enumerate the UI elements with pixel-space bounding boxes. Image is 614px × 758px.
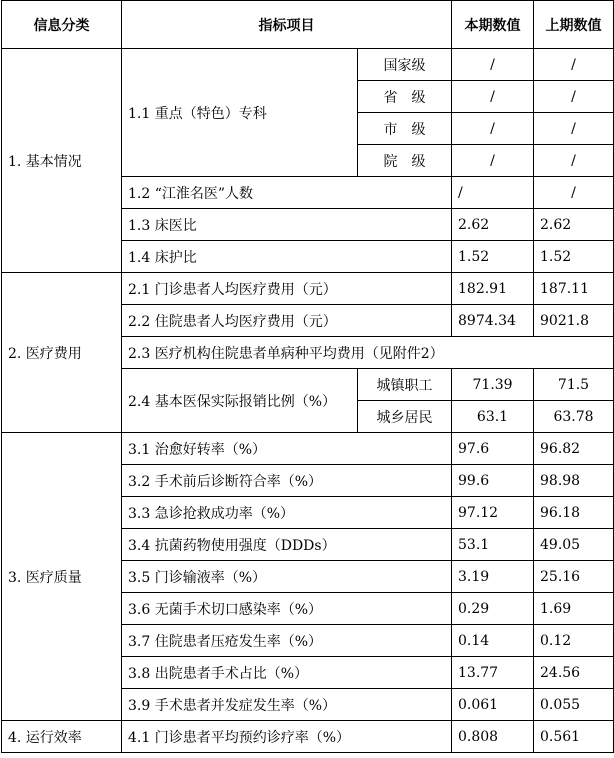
- row-label: 2.2 住院患者人均医疗费用（元）: [122, 305, 452, 337]
- row-label: 4.1 门诊患者平均预约诊疗率（%）: [122, 721, 452, 753]
- previous-value: 1.52: [534, 241, 614, 273]
- table-row: [2, 273, 614, 305]
- current-value: 13.77: [452, 657, 534, 689]
- row-label: 3.6 无菌手术切口感染率（%）: [122, 593, 452, 625]
- previous-value: /: [534, 113, 614, 145]
- previous-value: /: [534, 177, 614, 209]
- level-label: 国家级: [358, 49, 452, 81]
- previous-value: 0.12: [534, 625, 614, 657]
- previous-value: 49.05: [534, 529, 614, 561]
- previous-value: 2.62: [534, 209, 614, 241]
- previous-value: 1.69: [534, 593, 614, 625]
- current-value: /: [452, 49, 534, 81]
- row-label: 2.3 医疗机构住院患者单病种平均费用（见附件2）: [122, 337, 614, 369]
- previous-value: 71.5: [534, 369, 614, 401]
- current-value: 97.12: [452, 497, 534, 529]
- sub-label: 城镇职工: [358, 369, 452, 401]
- row-label: 2.1 门诊患者人均医疗费用（元）: [122, 273, 452, 305]
- current-value: 0.29: [452, 593, 534, 625]
- row-label: 2.4 基本医保实际报销比例（%）: [122, 369, 358, 433]
- current-value: 0.061: [452, 689, 534, 721]
- current-value: 182.91: [452, 273, 534, 305]
- header-item: 指标项目: [122, 1, 452, 49]
- previous-value: 63.78: [534, 401, 614, 433]
- row-label: 3.7 住院患者压疮发生率（%）: [122, 625, 452, 657]
- previous-value: 9021.8: [534, 305, 614, 337]
- header-previous: 上期数值: [534, 1, 614, 49]
- level-label: 院 级: [358, 145, 452, 177]
- sub-label: 城乡居民: [358, 401, 452, 433]
- header-row: [2, 1, 614, 49]
- table-row: [2, 721, 614, 753]
- current-value: 63.1: [452, 401, 534, 433]
- indicator-table: [1, 0, 614, 753]
- table-row: [2, 433, 614, 465]
- header-current: 本期数值: [452, 1, 534, 49]
- level-label: 市 级: [358, 113, 452, 145]
- current-value: 2.62: [452, 209, 534, 241]
- current-value: 71.39: [452, 369, 534, 401]
- category-basic: 1. 基本情况: [2, 49, 122, 273]
- category-cost: 2. 医疗费用: [2, 273, 122, 433]
- current-value: 99.6: [452, 465, 534, 497]
- previous-value: 98.98: [534, 465, 614, 497]
- header-category: 信息分类: [2, 1, 122, 49]
- row-label: 3.1 治愈好转率（%）: [122, 433, 452, 465]
- current-value: /: [452, 177, 534, 209]
- table-row: [2, 49, 614, 81]
- level-label: 省 级: [358, 81, 452, 113]
- row-label: 3.3 急诊抢救成功率（%）: [122, 497, 452, 529]
- current-value: /: [452, 145, 534, 177]
- previous-value: /: [534, 81, 614, 113]
- row-label: 3.8 出院患者手术占比（%）: [122, 657, 452, 689]
- current-value: 1.52: [452, 241, 534, 273]
- previous-value: 96.82: [534, 433, 614, 465]
- previous-value: 96.18: [534, 497, 614, 529]
- current-value: 3.19: [452, 561, 534, 593]
- current-value: 97.6: [452, 433, 534, 465]
- category-quality: 3. 医疗质量: [2, 433, 122, 721]
- row-label: 1.1 重点（特色）专科: [122, 49, 358, 177]
- row-label: 3.5 门诊输液率（%）: [122, 561, 452, 593]
- previous-value: 25.16: [534, 561, 614, 593]
- row-label: 1.3 床医比: [122, 209, 452, 241]
- row-label: 1.2 “江淮名医”人数: [122, 177, 452, 209]
- previous-value: 0.055: [534, 689, 614, 721]
- current-value: 0.808: [452, 721, 534, 753]
- previous-value: 0.561: [534, 721, 614, 753]
- current-value: 53.1: [452, 529, 534, 561]
- current-value: /: [452, 81, 534, 113]
- current-value: 8974.34: [452, 305, 534, 337]
- previous-value: 187.11: [534, 273, 614, 305]
- current-value: 0.14: [452, 625, 534, 657]
- previous-value: 24.56: [534, 657, 614, 689]
- row-label: 3.9 手术患者并发症发生率（%）: [122, 689, 452, 721]
- previous-value: /: [534, 145, 614, 177]
- previous-value: /: [534, 49, 614, 81]
- row-label: 3.2 手术前后诊断符合率（%）: [122, 465, 452, 497]
- row-label: 1.4 床护比: [122, 241, 452, 273]
- row-label: 3.4 抗菌药物使用强度（DDDs）: [122, 529, 452, 561]
- category-efficiency: 4. 运行效率: [2, 721, 122, 753]
- current-value: /: [452, 113, 534, 145]
